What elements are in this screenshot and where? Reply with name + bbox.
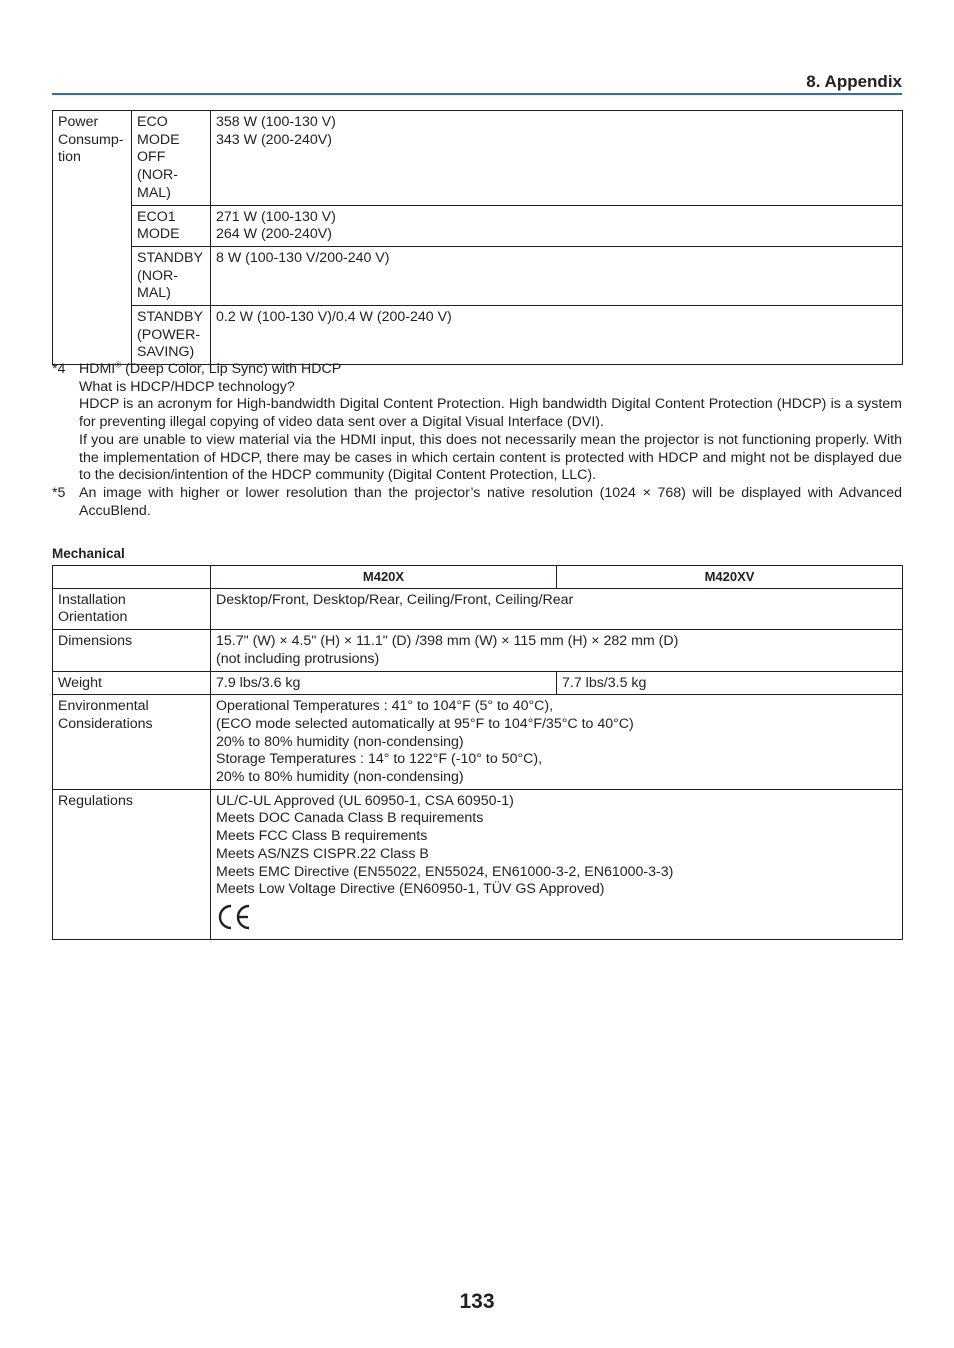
footnote-paragraph: If you are unable to view material via the HDMI input, this does not necessarily mean the projector is not functioning properly. With the implementation of HDCP, there may be cases in which certain content is protected with HDCP and might not be displayed due to the decision/intention of the HDCP community (Digital Content Protection, LLC). — [79, 431, 902, 484]
mode-line: OFF — [137, 149, 166, 166]
power-value-cell — [211, 205, 903, 246]
label-line: Environmental — [58, 698, 149, 715]
value-line: Storage Temperatures : 14° to 122°F (-10° to 50°C), — [216, 751, 543, 768]
installation-value: Desktop/Front, Desktop/Rear, Ceiling/Front, Ceiling/Rear — [211, 588, 903, 629]
mode-cell — [132, 205, 211, 246]
page-number: 133 — [459, 1290, 495, 1313]
table-row — [53, 789, 903, 939]
footnote-mark: *4 — [52, 361, 66, 377]
value-line: Meets AS/NZS CISPR.22 Class B — [216, 845, 429, 862]
value-line: Meets DOC Canada Class B requirements — [216, 810, 484, 827]
mode-line: (POWER- — [137, 326, 201, 343]
mode-line: SAVING) — [137, 344, 195, 361]
power-label-line: Consump- — [58, 131, 124, 148]
value-line: (not including protrusions) — [216, 650, 380, 667]
row-label — [53, 588, 211, 629]
label-line: Orientation — [58, 609, 128, 626]
mode-cell — [132, 111, 211, 206]
table-row — [53, 630, 903, 671]
mode-cell — [132, 306, 211, 365]
column-header — [53, 566, 211, 589]
column-header-m420x: M420X — [211, 566, 557, 589]
power-consumption-table — [52, 110, 903, 365]
footnote-title-rest: (Deep Color, Lip Sync) with HDCP — [121, 361, 342, 377]
footnote-question: What is HDCP/HDCP technology? — [79, 378, 295, 395]
value-line: Meets FCC Class B requirements — [216, 828, 428, 845]
value-line: UL/C-UL Approved (UL 60950-1, CSA 60950-1) — [216, 792, 514, 809]
footnotes — [52, 361, 902, 520]
dimensions-value — [211, 630, 903, 671]
power-label-line: tion — [58, 149, 81, 166]
mode-line: (NOR- — [137, 167, 178, 184]
value-line: 343 W (200-240V) — [216, 131, 332, 148]
table-row — [53, 246, 903, 305]
mode-line: MAL) — [137, 184, 171, 201]
regulations-value — [211, 789, 903, 939]
footnote-paragraph: HDCP is an acronym for High-bandwidth Digital Content Protection. High bandwidth Digital Content Protection (HDCP) is a system for preventing illegal copying of video data sent over a Digital Visual Interface (DVI). — [79, 396, 902, 431]
mode-line: ECO — [137, 114, 168, 130]
value-line: 358 W (100-130 V) — [216, 114, 336, 130]
power-label-cell — [53, 111, 132, 365]
value-line: 8 W (100-130 V/200-240 V) — [216, 249, 390, 266]
row-label: Regulations — [53, 789, 211, 939]
power-value-cell — [211, 246, 903, 305]
mechanical-table — [52, 565, 903, 940]
table-row — [53, 695, 903, 790]
mode-line: STANDBY — [137, 309, 203, 326]
row-label: Dimensions — [53, 630, 211, 671]
label-line: Installation — [58, 591, 126, 608]
mode-line: MODE — [137, 226, 180, 243]
power-label-line: Power — [58, 114, 99, 130]
footnote-mark: *5 — [52, 484, 66, 501]
mode-line: STANDBY — [137, 249, 203, 266]
value-line: 271 W (100-130 V) — [216, 208, 336, 225]
value-line: 0.2 W (100-130 V)/0.4 W (200-240 V) — [216, 309, 452, 326]
ce-mark-icon — [216, 903, 252, 931]
value-line: (ECO mode selected automatically at 95°F to 104°F/35°C to 40°C) — [216, 715, 634, 732]
weight-m420xv: 7.7 lbs/3.5 kg — [557, 671, 903, 695]
table-row — [53, 588, 903, 629]
weight-m420x: 7.9 lbs/3.6 kg — [211, 671, 557, 695]
row-label: Weight — [53, 671, 211, 695]
table-header-row — [53, 566, 903, 589]
power-value-cell — [211, 111, 903, 206]
column-header-m420xv: M420XV — [557, 566, 903, 589]
table-row — [53, 205, 903, 246]
value-line: Meets EMC Directive (EN55022, EN55024, EN61000-3-2, EN61000-3-3) — [216, 863, 674, 880]
value-line: 15.7" (W) × 4.5" (H) × 11.1" (D) /398 mm (W) × 115 mm (H) × 282 mm (D) — [216, 633, 679, 650]
section-title-mechanical: Mechanical — [52, 546, 125, 561]
registered-mark: ® — [115, 360, 122, 370]
header-rule — [52, 93, 902, 95]
mode-line: MAL) — [137, 285, 171, 302]
value-line: 20% to 80% humidity (non-condensing) — [216, 733, 464, 750]
value-line: Meets Low Voltage Directive (EN60950-1, TÜV GS Approved) — [216, 881, 605, 898]
environmental-value — [211, 695, 903, 790]
table-row — [53, 671, 903, 695]
mode-line: (NOR- — [137, 267, 178, 284]
table-row — [53, 306, 903, 365]
footnote-5 — [52, 485, 902, 520]
label-line: Considerations — [58, 715, 153, 732]
footnote-hdmi: HDMI — [79, 361, 116, 377]
row-label — [53, 695, 211, 790]
table-row — [53, 111, 903, 206]
mode-line: MODE — [137, 131, 180, 148]
mode-line: ECO1 — [137, 208, 176, 225]
footnote-text: An image with higher or lower resolution than the projector’s native resolution (1024 × 768) will be displayed with Advanced AccuBlend. — [79, 484, 902, 519]
mode-cell — [132, 246, 211, 305]
value-line: 20% to 80% humidity (non-condensing) — [216, 769, 464, 786]
footnote-4 — [52, 361, 902, 379]
value-line: 264 W (200-240V) — [216, 226, 332, 243]
page-header-title: 8. Appendix — [806, 72, 902, 91]
power-value-cell — [211, 306, 903, 365]
value-line: Operational Temperatures : 41° to 104°F (5° to 40°C), — [216, 698, 554, 715]
